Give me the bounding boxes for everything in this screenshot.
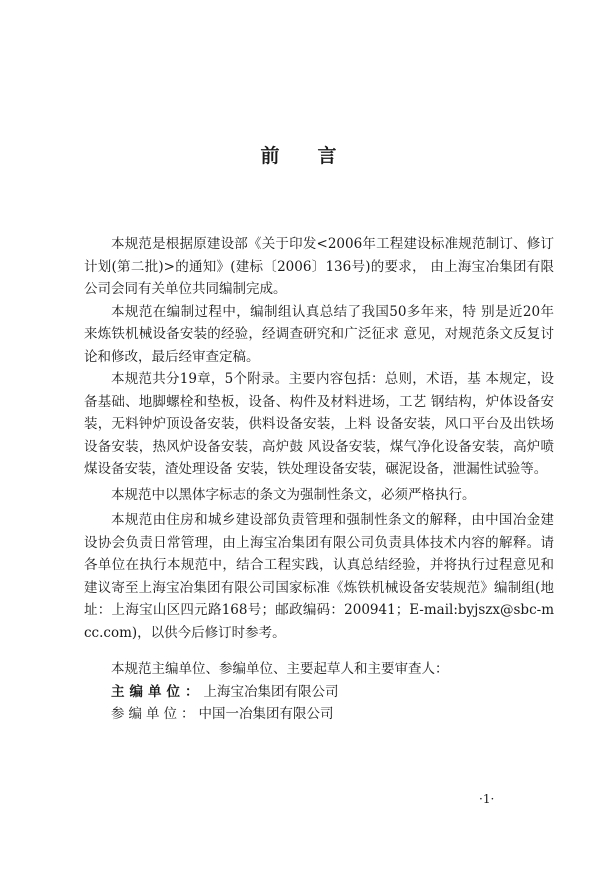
participating-label: 参编单位： (111, 706, 199, 722)
participating-unit (84, 703, 554, 726)
paragraph-2: 本规范在编制过程中，编制组认真总结了我国50多年来，特 别是近20年来炼铁机械设备安装的经验，经调查研究和广泛征求 意见，对规范条文反复讨论和修改，最后经审查定稿。 (84, 303, 554, 365)
chief-editor-unit (84, 681, 554, 704)
paragraph-1: 本规范是根据原建设部《关于印发<2006年工程建设标准规范制订、修订计划(第二批)>的通知》(建标〔2006〕136号)的要求， 由上海宝冶集团有限公司会同有关单位共同编制完成。 (84, 236, 554, 297)
chief-editor-label: 主编单位： (111, 683, 204, 700)
participating-value: 中国一冶集团有限公司 (198, 706, 334, 722)
units-intro: 本规范主编单位、参编单位、主要起草人和主要审查人： (111, 661, 449, 677)
page-number: ·1· (479, 792, 495, 806)
chief-editor-value: 上海宝冶集团有限公司 (203, 683, 339, 700)
paragraph-5: 本规范由住房和城乡建设部负责管理和强制性条文的解释，由中国冶金建设协会负责日常管理，由上海宝冶集团有限公司负责具体技术内容的解释。请各单位在执行本规范中，结合工程实践，认真总结经验，并将执行过程意见和建议寄至上海宝冶集团有限公司国家标准《炼铁机械设备安装规范》编制组(地址：上海宝山区四元路168号；邮政编码：200941；E-mail:byjszx@sbc-mcc.com)，以供今后修订时参考。 (84, 512, 554, 641)
paragraph-3: 本规范共分19章，5个附录。主要内容包括：总则，术语，基 本规定，设备基础、地脚螺栓和垫板，设备、构件及材料进场，工艺 钢结构，炉体设备安装，无料钟炉顶设备安装，供料设备安装，上料 设备安装，风口平台及出铁场设备安装，热风炉设备安装，高炉鼓 风设备安装，煤气净化设备安装，高炉喷煤设备安装，渣处理设备 安装，铁处理设备安装，碾泥设备，泄漏性试验等。 (84, 371, 554, 477)
page-title: 前言 (260, 145, 375, 167)
preface-body (84, 233, 554, 726)
paragraph-4: 本规范中以黑体字标志的条文为强制性条文，必须严格执行。 (111, 486, 476, 503)
